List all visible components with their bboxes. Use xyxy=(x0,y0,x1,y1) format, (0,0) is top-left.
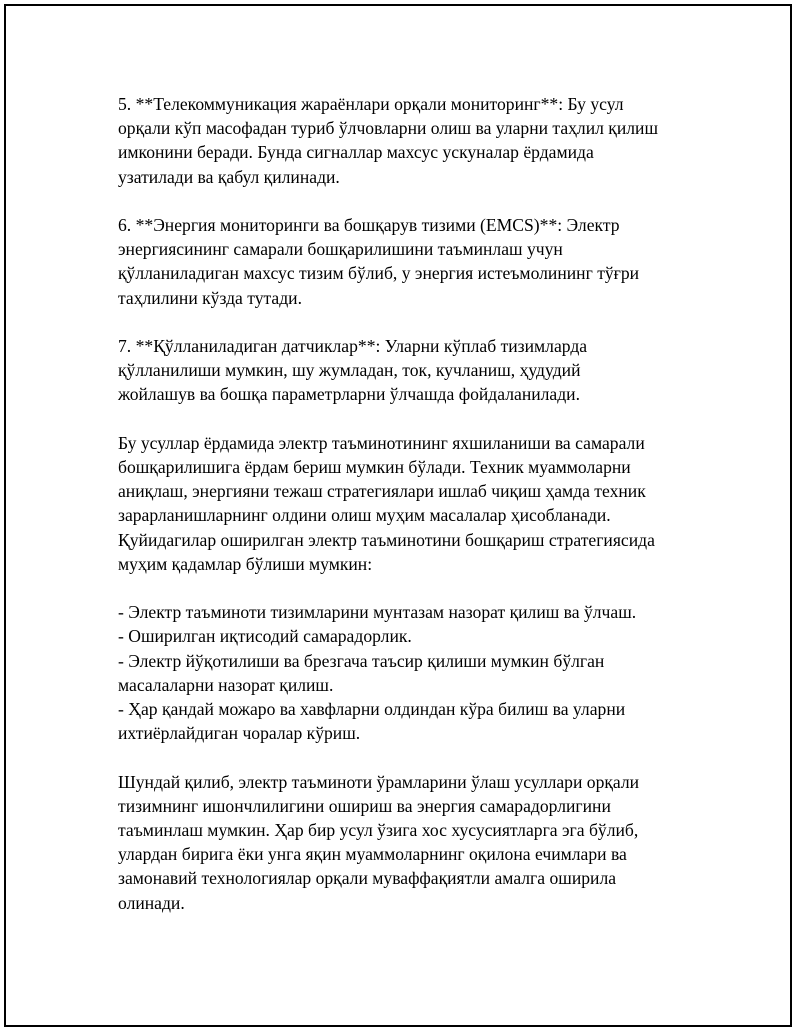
text-line: энергиясининг самарали бошқарилишини таъминлаш учун xyxy=(118,239,563,260)
list-item: - Электр йўқотилиши ва брезгача таъсир қилиши мумкин бўлган xyxy=(118,650,605,671)
text-line: муҳим қадамлар бўлиши мумкин: xyxy=(118,553,373,574)
paragraph-item-7 xyxy=(118,334,708,407)
text-line: узатилади ва қабул қилинади. xyxy=(118,166,340,187)
text-line: бошқарилишига ёрдам бериш мумкин бўлади. Техник муаммоларни xyxy=(118,457,631,477)
text-line: қўлланиладиган махсус тизим бўлиб, у энергия истеъмолининг тўғри xyxy=(118,263,640,284)
list-item: ихтиёрлайдиган чоралар кўриш. xyxy=(118,723,361,744)
text-line: таҳлилини кўзда тутади. xyxy=(118,287,302,308)
text-line: замонавий технологиялар орқали муваффақиятли амалга оширила xyxy=(118,868,617,889)
document-body xyxy=(118,92,708,939)
text-line: орқали кўп масофадан туриб ўлчовларни олиш ва уларни таҳлил қилиш xyxy=(118,118,659,139)
text-line: имконини беради. Бунда сигналлар махсус ускуналар ёрдамида xyxy=(118,142,594,163)
list-item: масалаларни назорат қилиш. xyxy=(118,674,334,695)
text-line: олинади. xyxy=(118,892,185,913)
text-line: аниқлаш, энергияни тежаш стратегиялари ишлаб чиқиш ҳамда техник xyxy=(118,481,646,502)
paragraph-conclusion xyxy=(118,770,708,915)
text-line: 5. **Телекоммуникация жараёнлари орқали мониторинг**: Бу усул xyxy=(118,94,624,114)
text-line: таъминлаш мумкин. Ҳар бир усул ўзига хос хусусиятларга эга бўлиб, xyxy=(118,820,639,841)
text-line: улардан бирига ёки унга яқин муаммоларнинг оқилона ечимлари ва xyxy=(118,844,627,865)
paragraph-summary xyxy=(118,431,708,576)
text-line: Қуйидагилар оширилган электр таъминотини бошқариш стратегиясида xyxy=(118,529,655,550)
text-line: 6. **Энергия мониторинги ва бошқарув тизими (EMCS)**: Электр xyxy=(118,215,620,235)
text-line: жойлашув ва бошқа параметрларни ўлчашда фойдаланилади. xyxy=(118,384,580,405)
bullet-list xyxy=(118,600,708,745)
list-item: - Ҳар қандай можаро ва хавфларни олдиндан кўра билиш ва уларни xyxy=(118,699,626,720)
text-line: тизимнинг ишончлилигини ошириш ва энергия самарадорлигини xyxy=(118,795,611,816)
paragraph-item-6 xyxy=(118,213,708,310)
list-item: - Электр таъминоти тизимларини мунтазам назорат қилиш ва ўлчаш. xyxy=(118,602,637,623)
text-line: 7. **Қўлланиладиган датчиклар**: Уларни кўплаб тизимларда xyxy=(118,336,588,356)
text-line: зарарланишларнинг олдини олиш муҳим масалалар ҳисобланади. xyxy=(118,505,611,526)
list-item: - Оширилган иқтисодий самарадорлик. xyxy=(118,626,412,647)
text-line: Шундай қилиб, электр таъминоти ўрамларини ўлаш усуллари орқали xyxy=(118,771,640,792)
paragraph-item-5 xyxy=(118,92,708,189)
text-line: Бу усуллар ёрдамида электр таъминотининг яхшиланиши ва самарали xyxy=(118,432,645,453)
text-line: қўлланилиши мумкин, шу жумладан, ток, кучланиш, ҳудудий xyxy=(118,360,581,381)
